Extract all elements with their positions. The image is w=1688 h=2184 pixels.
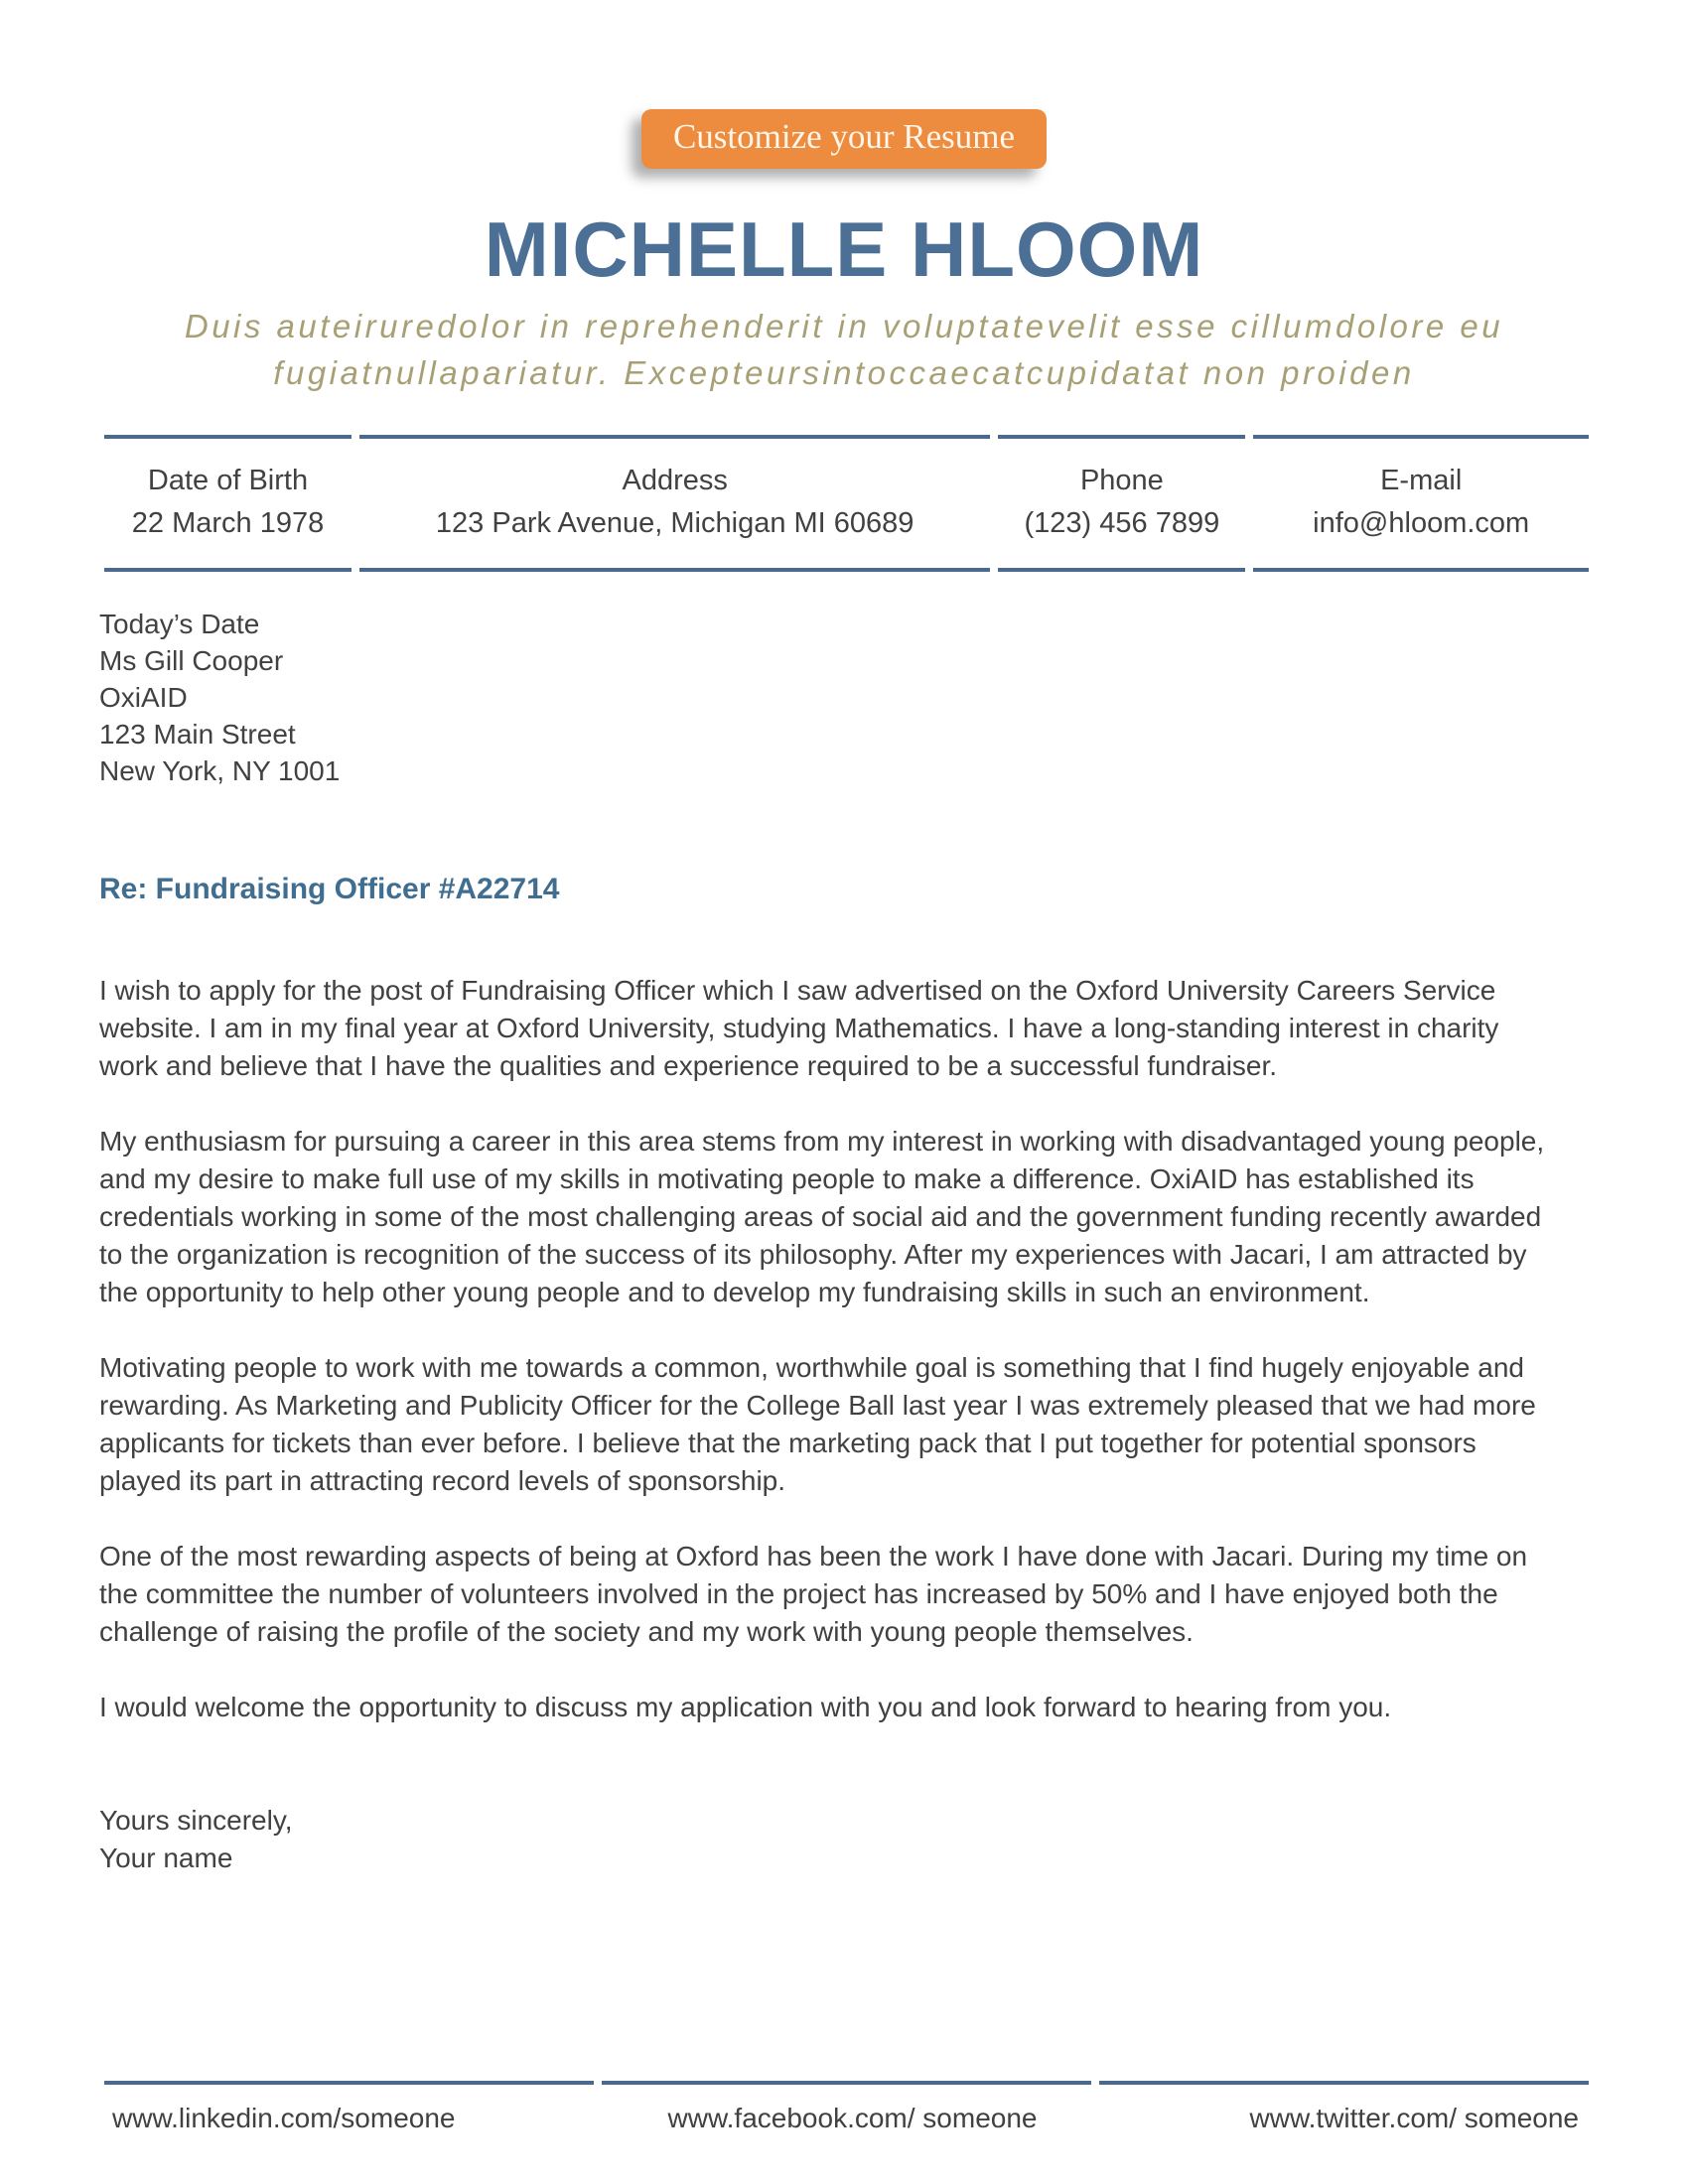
recipient-address-block <box>99 606 1549 789</box>
contact-value: info@hloom.com <box>1313 506 1530 539</box>
contact-label: Address <box>622 464 728 496</box>
paragraph: My enthusiasm for pursuing a career in this area stems from my interest in working with disadvantaged young people, and my desire to make full use of my skills in motivating people to make a difference. OxiAID has established its credentials working in some of the most challenging areas of social aid and the government funding recently awarded to the organization is recognition of the success of its philosophy. After my experiences with Jacari, I am attracted by the opportunity to help other young people and to develop my fundraising skills in such an environment. <box>99 1125 1545 1307</box>
paragraph: One of the most rewarding aspects of being at Oxford has been the work I have done with Jacari. During my time on the committee the number of volunteers involved in the project has increased by 50% and I have enjoyed both the challenge of raising the profile of the society and my work with young people themselves. <box>99 1540 1528 1647</box>
recipient-line-city: New York, NY 1001 <box>99 754 341 786</box>
footer-divider-segment <box>104 2081 594 2085</box>
paragraph: I wish to apply for the post of Fundraising Officer which I saw advertised on the Oxford University Careers Service website. I am in my final year at Oxford University, studying Mathematics. I have a long-standing interest in charity work and believe that I have the qualities and experience required to be a successful fundraiser. <box>99 974 1499 1081</box>
contact-cell-address <box>359 435 990 572</box>
closing-block <box>99 1802 1549 1877</box>
paragraph: Motivating people to work with me towards a common, worthwhile goal is something that I find hugely enjoyable and rewarding. As Marketing and Publicity Officer for the College Ball last year I was extremely pleased that we had more applicants for tickets than ever before. I believe that the marketing pack that I put together for potential sponsors played its part in attracting record levels of sponsorship. <box>99 1351 1536 1496</box>
footer <box>104 2081 1589 2134</box>
top-button-row <box>0 0 1688 169</box>
recipient-line-date: Today’s Date <box>99 608 260 639</box>
closing-signature: Your name <box>99 1842 233 1873</box>
contact-cell-phone <box>998 435 1245 572</box>
paragraph: I would welcome the opportunity to discuss my application with you and look forward to hearing from you. <box>99 1691 1392 1722</box>
tagline-line-2: fugiatnullapariatur. Excepteursintoccaecatcupidatat non proiden <box>273 353 1415 391</box>
letter-body <box>99 606 1549 1877</box>
twitter-link[interactable]: www.twitter.com/ someone <box>1249 2103 1579 2133</box>
contact-cell-email <box>1253 435 1589 572</box>
facebook-link[interactable]: www.facebook.com/ someone <box>667 2103 1038 2133</box>
subject-line: Re: Fundraising Officer #A22714 <box>99 872 560 905</box>
tagline <box>109 304 1579 397</box>
recipient-line-name: Ms Gill Cooper <box>99 644 284 676</box>
closing-salutation: Yours sincerely, <box>99 1804 293 1836</box>
contact-value: 22 March 1978 <box>131 506 325 539</box>
contact-label: Phone <box>1079 464 1164 496</box>
recipient-line-street: 123 Main Street <box>99 718 296 750</box>
person-name-title: MICHELLE HLOOM <box>484 205 1204 293</box>
contact-cell-date-of-birth <box>104 435 352 572</box>
contact-info-bar <box>104 435 1589 572</box>
letter-paragraphs <box>99 972 1549 1726</box>
linkedin-link[interactable]: www.linkedin.com/someone <box>112 2103 456 2133</box>
recipient-line-org: OxiAID <box>99 681 188 713</box>
footer-links <box>104 2103 1589 2134</box>
tagline-line-1: Duis auteiruredolor in reprehenderit in voluptatevelit esse cillumdolore eu <box>184 308 1504 344</box>
footer-divider-segment <box>1099 2081 1589 2085</box>
contact-label: E-mail <box>1380 464 1463 496</box>
contact-value: (123) 456 7899 <box>1024 506 1220 539</box>
contact-label: Date of Birth <box>147 464 309 496</box>
contact-value: 123 Park Avenue, Michigan MI 60689 <box>435 506 914 539</box>
footer-divider-segment <box>602 2081 1091 2085</box>
footer-divider <box>104 2081 1589 2085</box>
customize-resume-button[interactable]: Customize your Resume <box>641 109 1047 169</box>
